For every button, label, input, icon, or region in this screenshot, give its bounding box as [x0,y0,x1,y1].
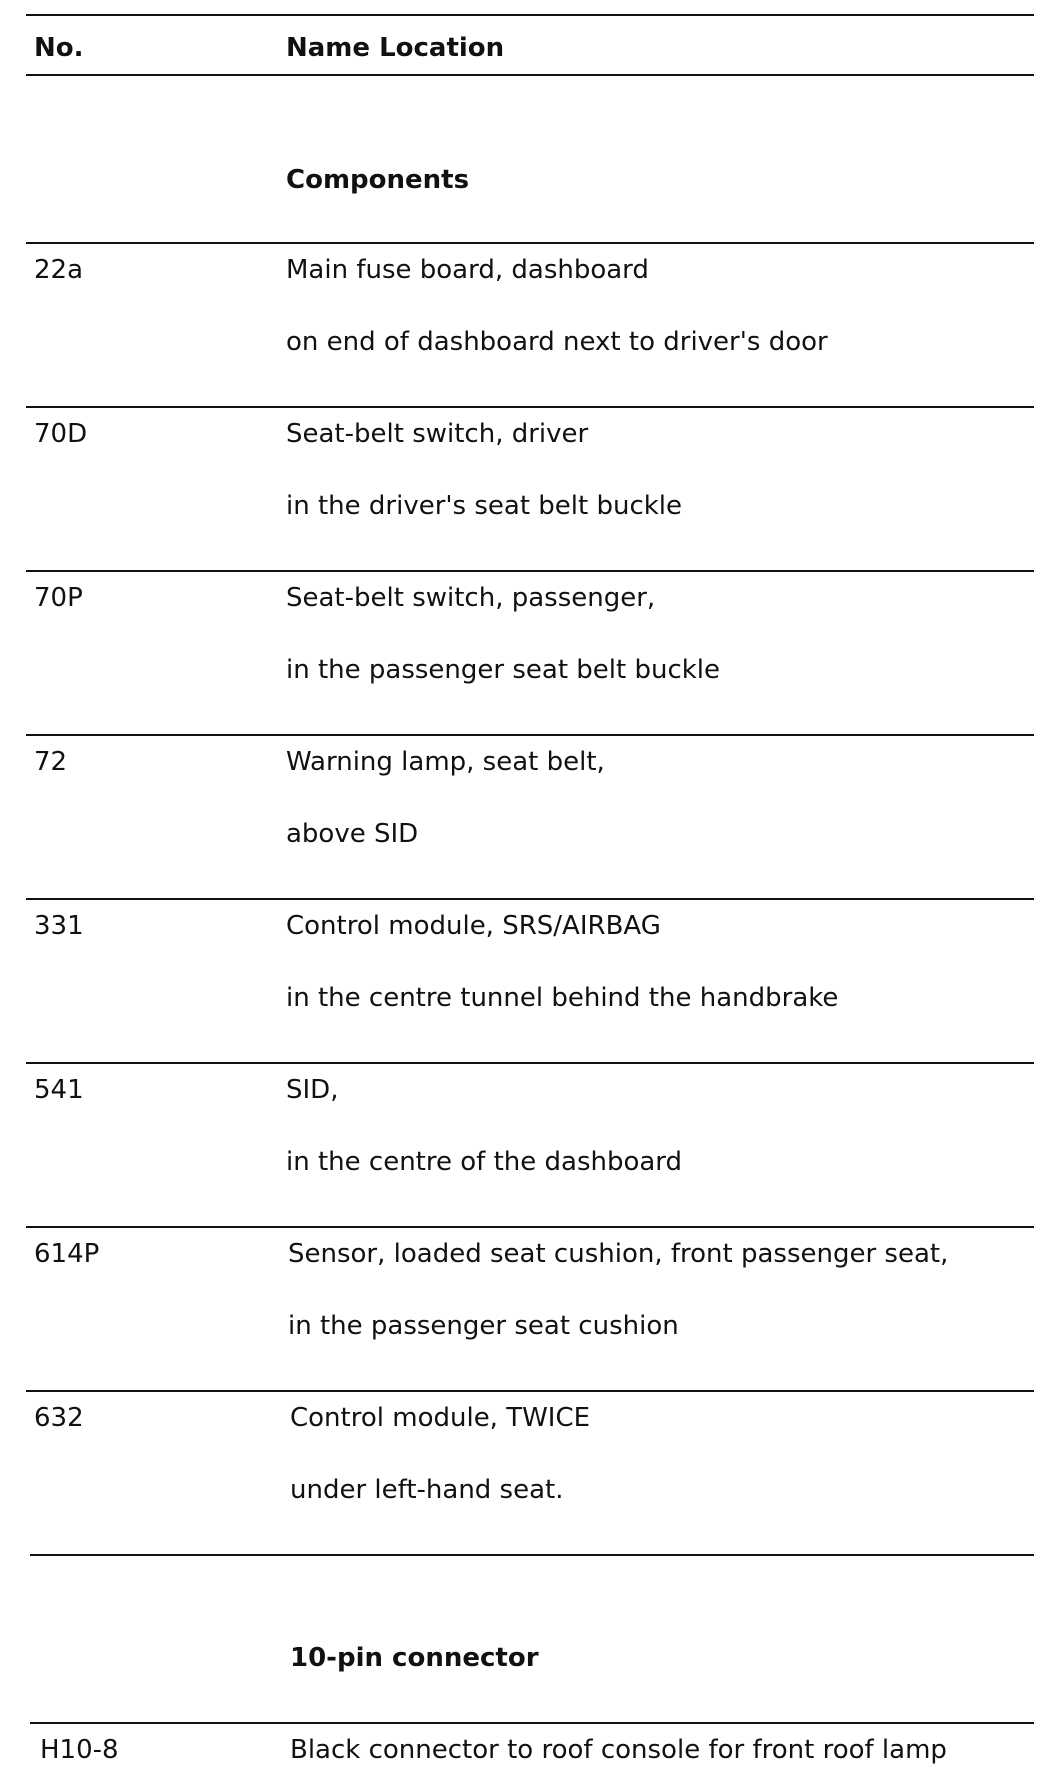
row-rule [26,734,1034,736]
row-name: Seat-belt switch, passenger, [286,583,656,613]
row-name: Sensor, loaded seat cushion, front passenger seat, [288,1239,949,1269]
row-rule [26,898,1034,900]
row-location: under left-hand seat. [290,1475,564,1505]
row-location: in the passenger seat belt buckle [286,655,721,685]
header-bottom-rule [26,74,1034,76]
section-rule [26,242,1034,244]
row-number: H10-8 [40,1735,119,1765]
row-location: in the centre tunnel behind the handbrake [286,983,839,1013]
row-location: in the centre of the dashboard [286,1147,683,1177]
row-location: on end of dashboard next to driver's door [286,327,828,357]
table-top-rule [26,14,1034,16]
row-name: Seat-belt switch, driver [286,419,589,449]
row-name: Main fuse board, dashboard [286,255,649,285]
row-location: in the driver's seat belt buckle [286,491,683,521]
row-location: above SID [286,819,419,849]
row-rule [26,1226,1034,1228]
row-number: 331 [34,911,84,941]
row-name: Control module, SRS/AIRBAG [286,911,661,941]
row-name: Black connector to roof console for front roof lamp [290,1735,947,1765]
row-name: SID, [286,1075,339,1105]
row-number: 541 [34,1075,84,1105]
row-location: in the passenger seat cushion [288,1311,679,1341]
row-rule [30,1554,1034,1556]
row-rule [26,1390,1034,1392]
row-number: 72 [34,747,68,777]
row-number: 614P [34,1239,100,1269]
section-rule [30,1722,1034,1724]
row-number: 632 [34,1403,84,1433]
header-name-location: Name Location [286,33,505,63]
row-number: 22a [34,255,84,285]
row-number: 70P [34,583,83,613]
row-rule [26,406,1034,408]
section-title-10-pin-connector: 10-pin connector [290,1643,539,1673]
row-rule [26,1062,1034,1064]
section-title-components: Components [286,165,470,195]
header-no: No. [34,33,84,63]
row-number: 70D [34,419,88,449]
row-name: Control module, TWICE [290,1403,591,1433]
row-name: Warning lamp, seat belt, [286,747,605,777]
row-rule [26,570,1034,572]
